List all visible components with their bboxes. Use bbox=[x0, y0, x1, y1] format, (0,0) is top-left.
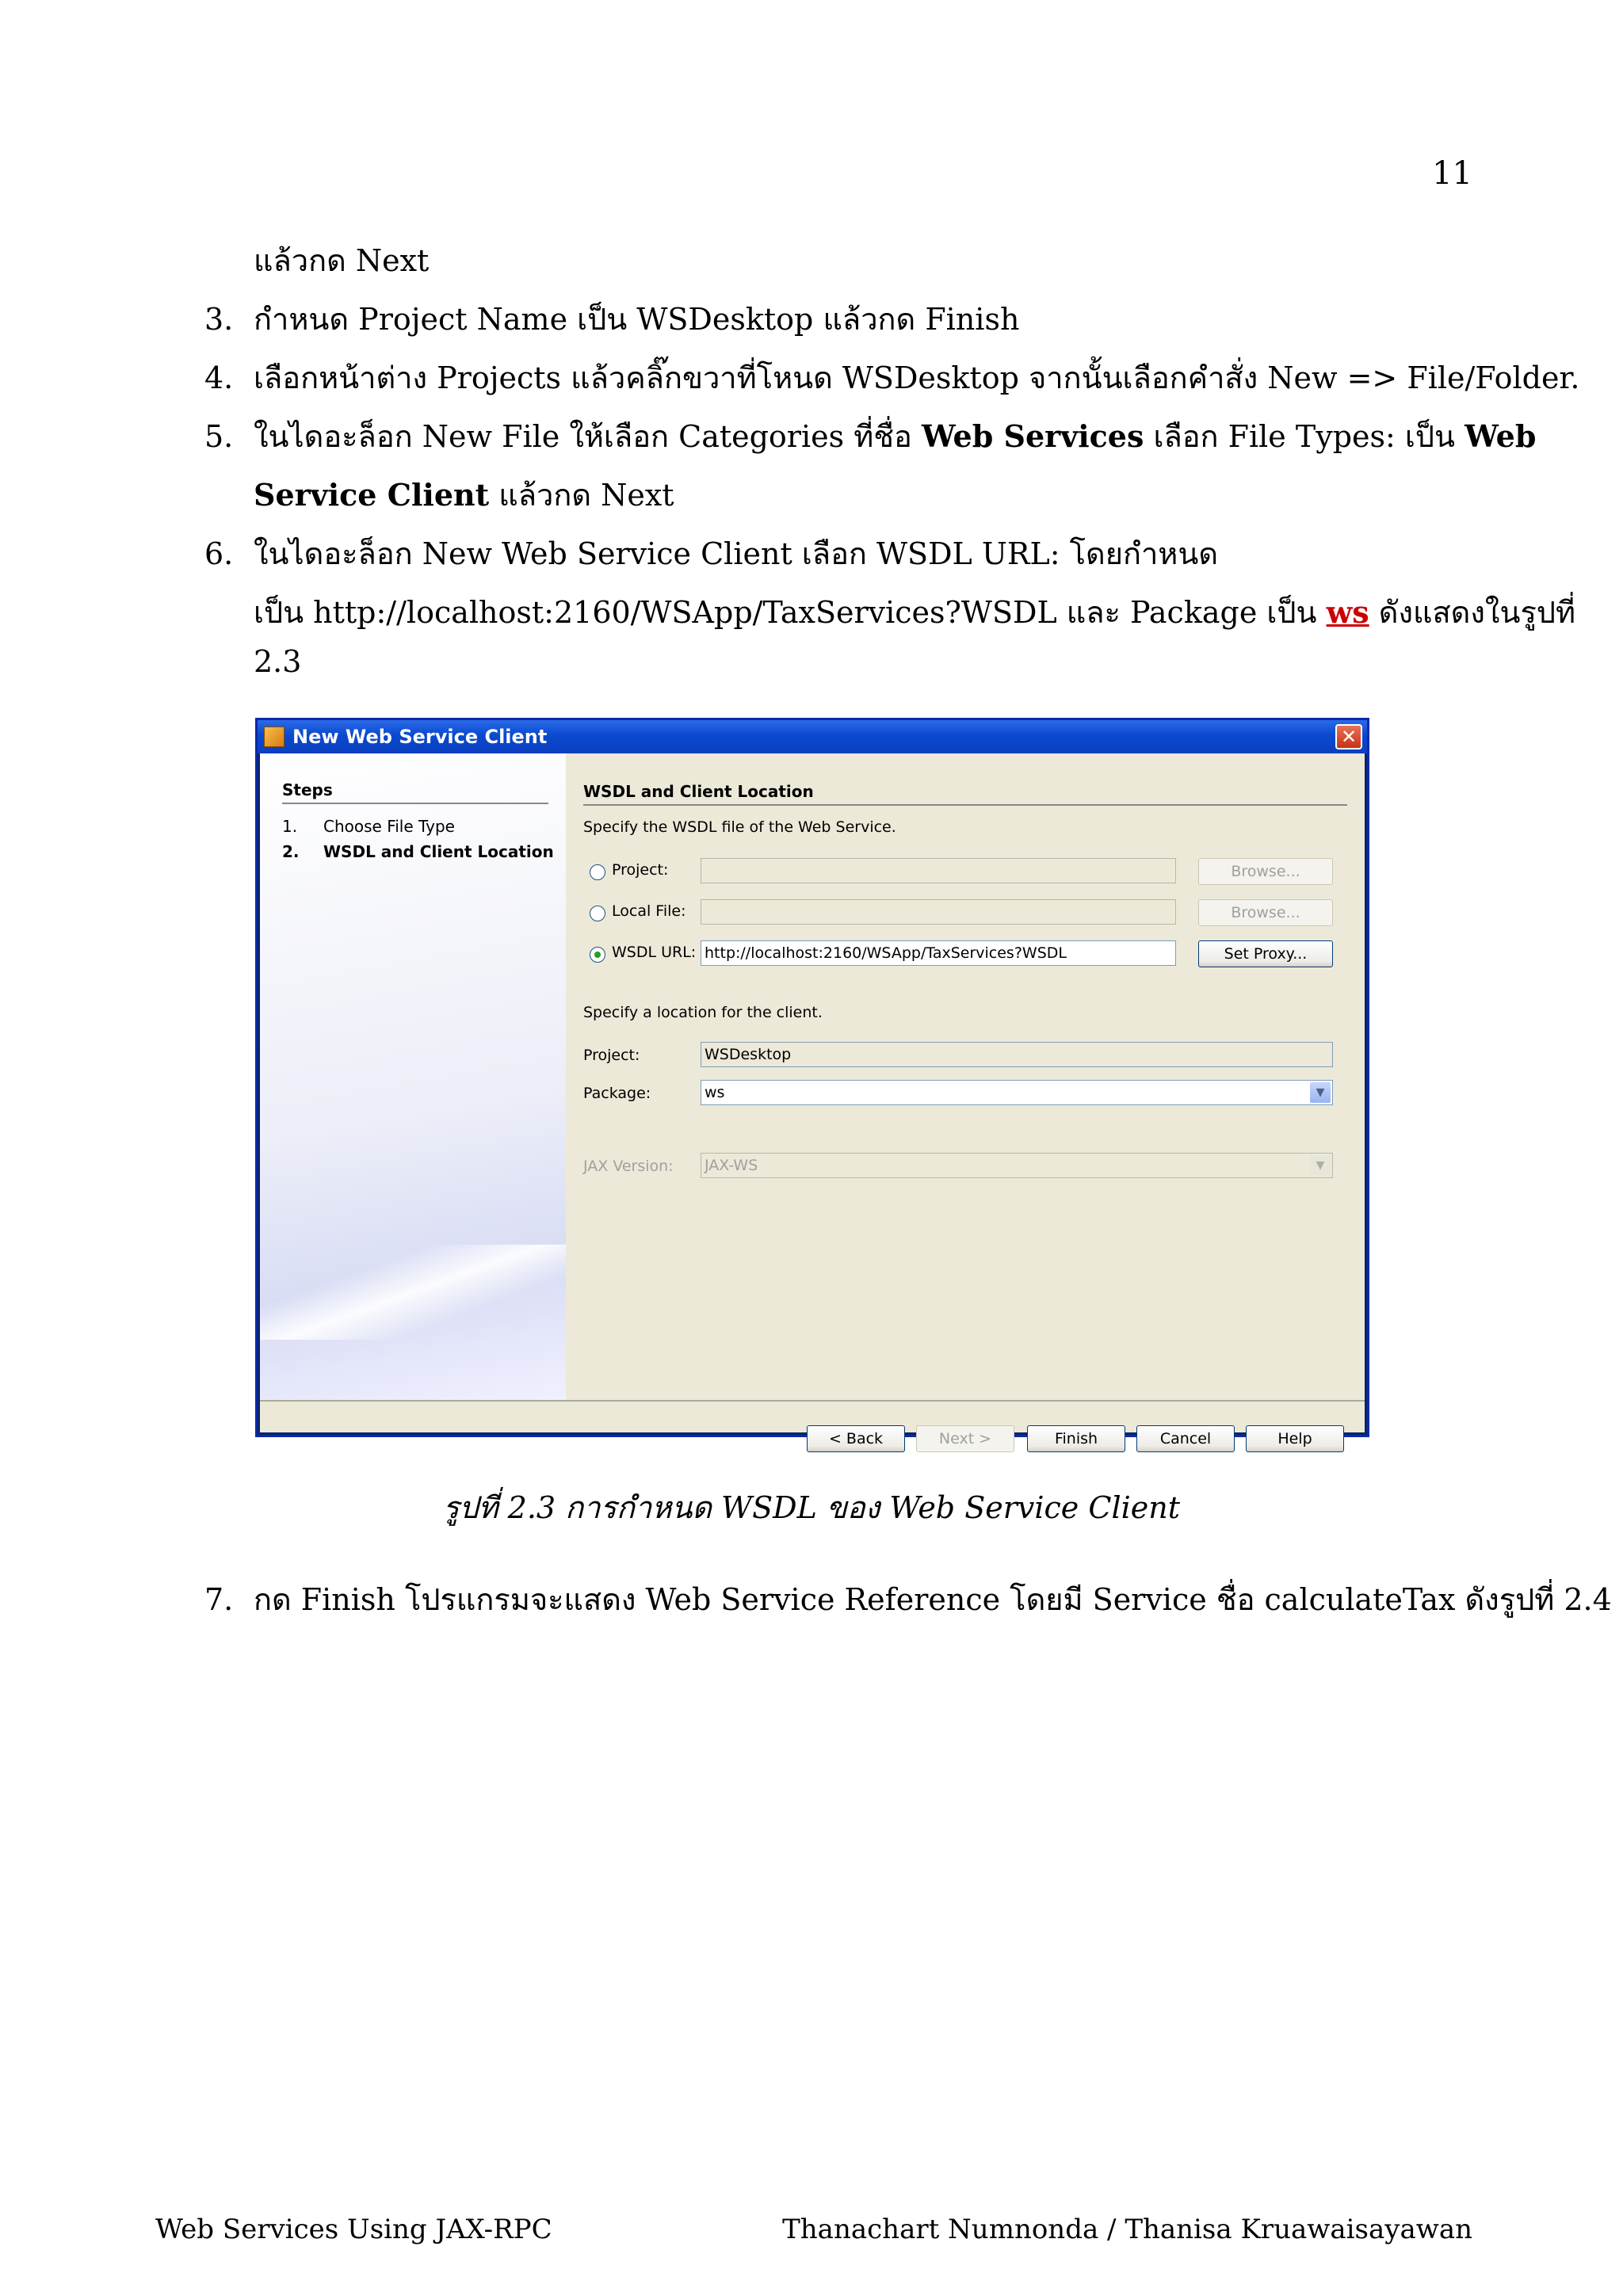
help-button[interactable]: Help bbox=[1246, 1425, 1344, 1452]
item-5-part-c: เลือก File Types: เป็น bbox=[1144, 419, 1465, 454]
jax-version-label: JAX Version: bbox=[583, 1158, 674, 1175]
step-1-number: 1. bbox=[282, 817, 298, 836]
netbeans-window-icon bbox=[264, 727, 285, 747]
section-title: WSDL and Client Location bbox=[583, 782, 814, 801]
item-5-service-client: Service Client bbox=[254, 477, 490, 513]
item-5-web: Web bbox=[1465, 418, 1537, 454]
page-number: 11 bbox=[1432, 155, 1472, 192]
item-number-4: 4. bbox=[204, 360, 234, 395]
package-combobox[interactable] bbox=[701, 1080, 1333, 1105]
local-file-field[interactable] bbox=[701, 899, 1176, 925]
jax-version-combobox[interactable] bbox=[701, 1153, 1333, 1178]
item-6-part-b: เป็น http://localhost:2160/WSApp/TaxServices?WSDL และ Package เป็น bbox=[254, 595, 1327, 630]
back-button[interactable]: < Back bbox=[807, 1425, 905, 1452]
close-button[interactable]: ✕ bbox=[1335, 724, 1362, 749]
new-web-service-client-dialog bbox=[255, 718, 1369, 1447]
item-5-web-services: Web Services bbox=[921, 418, 1144, 454]
radio-local-file-label: Local File: bbox=[612, 902, 686, 920]
specify-location-text: Specify a location for the client. bbox=[583, 1004, 823, 1021]
item-4-text: เลือกหน้าต่าง Projects แล้วคลิ๊กขวาที่โหนด WSDesktop จากนั้นเลือกคำสั่ง New => File/Folder. bbox=[254, 360, 1580, 395]
item-number-7: 7. bbox=[204, 1582, 234, 1617]
step-2 bbox=[282, 842, 554, 861]
radio-project-label: Project: bbox=[612, 861, 669, 879]
item-5-text-line1 bbox=[254, 418, 1536, 455]
footer-left: Web Services Using JAX-RPC bbox=[155, 2214, 552, 2245]
section-divider bbox=[583, 804, 1347, 806]
main-panel bbox=[566, 753, 1365, 1400]
button-bar bbox=[260, 1400, 1365, 1447]
item-7-text: กด Finish โปรแกรมจะแสดง Web Service Reference โดยมี Service ชื่อ calculateTax ดังรูปที่ 2.4 bbox=[254, 1582, 1612, 1617]
project-file-field[interactable] bbox=[701, 858, 1176, 883]
package-label: Package: bbox=[583, 1085, 651, 1102]
continuation-text: แล้วกด Next bbox=[254, 243, 430, 278]
set-proxy-button[interactable]: Set Proxy... bbox=[1198, 940, 1333, 967]
footer-right: Thanachart Numnonda / Thanisa Kruawaisayawan bbox=[782, 2214, 1472, 2245]
item-6-ws: ws bbox=[1326, 594, 1369, 630]
step-1 bbox=[282, 817, 455, 836]
steps-title: Steps bbox=[282, 780, 333, 799]
item-5-part-f: แล้วกด Next bbox=[489, 478, 674, 513]
item-5-part-a: ในไดอะล็อก New File ให้เลือก Categories ที่ชื่อ bbox=[254, 419, 922, 454]
project-field: WSDesktop bbox=[701, 1042, 1333, 1067]
finish-button[interactable]: Finish bbox=[1027, 1425, 1125, 1452]
browse-local-button[interactable]: Browse... bbox=[1198, 899, 1333, 926]
package-value: ws bbox=[705, 1084, 725, 1101]
item-number-6: 6. bbox=[204, 536, 234, 571]
project-label: Project: bbox=[583, 1047, 640, 1064]
wsdl-url-input[interactable]: http://localhost:2160/WSApp/TaxServices?WSDL bbox=[701, 940, 1176, 966]
step-2-number: 2. bbox=[282, 842, 300, 861]
step-1-label: Choose File Type bbox=[323, 817, 455, 836]
item-5-text-line2 bbox=[254, 477, 674, 513]
dialog-client-area bbox=[260, 753, 1365, 1447]
radio-wsdl-url-label: WSDL URL: bbox=[612, 944, 697, 961]
radio-project[interactable] bbox=[590, 864, 605, 880]
next-button[interactable]: Next > bbox=[916, 1425, 1014, 1452]
item-number-5: 5. bbox=[204, 419, 234, 454]
item-number-3: 3. bbox=[204, 302, 234, 337]
item-6-part-d: ดังแสดงในรูปที่ bbox=[1369, 595, 1576, 630]
item-6-text-line3: 2.3 bbox=[254, 644, 302, 679]
item-6-text-line2 bbox=[254, 594, 1575, 631]
radio-wsdl-url[interactable] bbox=[590, 947, 605, 963]
figure-caption: รูปที่ 2.3 การกำหนด WSDL ของ Web Service Client bbox=[443, 1490, 1180, 1525]
radio-local-file[interactable] bbox=[590, 906, 605, 921]
item-3-text: กำหนด Project Name เป็น WSDesktop แล้วกด Finish bbox=[254, 302, 1020, 337]
dialog-title: New Web Service Client bbox=[292, 726, 548, 748]
chevron-down-icon: ▼ bbox=[1310, 1155, 1331, 1176]
steps-panel bbox=[260, 753, 566, 1400]
browse-project-button[interactable]: Browse... bbox=[1198, 858, 1333, 885]
chevron-down-icon[interactable]: ▼ bbox=[1310, 1082, 1331, 1103]
cancel-button[interactable]: Cancel bbox=[1136, 1425, 1235, 1452]
item-6-text-line1: ในไดอะล็อก New Web Service Client เลือก WSDL URL: โดยกำหนด bbox=[254, 536, 1219, 571]
step-2-label: WSDL and Client Location bbox=[323, 842, 554, 861]
dialog-titlebar bbox=[258, 720, 1367, 753]
decorative-wave bbox=[260, 1245, 566, 1340]
specify-wsdl-text: Specify the WSDL file of the Web Service. bbox=[583, 818, 896, 836]
jax-version-value: JAX-WS bbox=[705, 1157, 758, 1174]
steps-divider bbox=[282, 803, 548, 804]
